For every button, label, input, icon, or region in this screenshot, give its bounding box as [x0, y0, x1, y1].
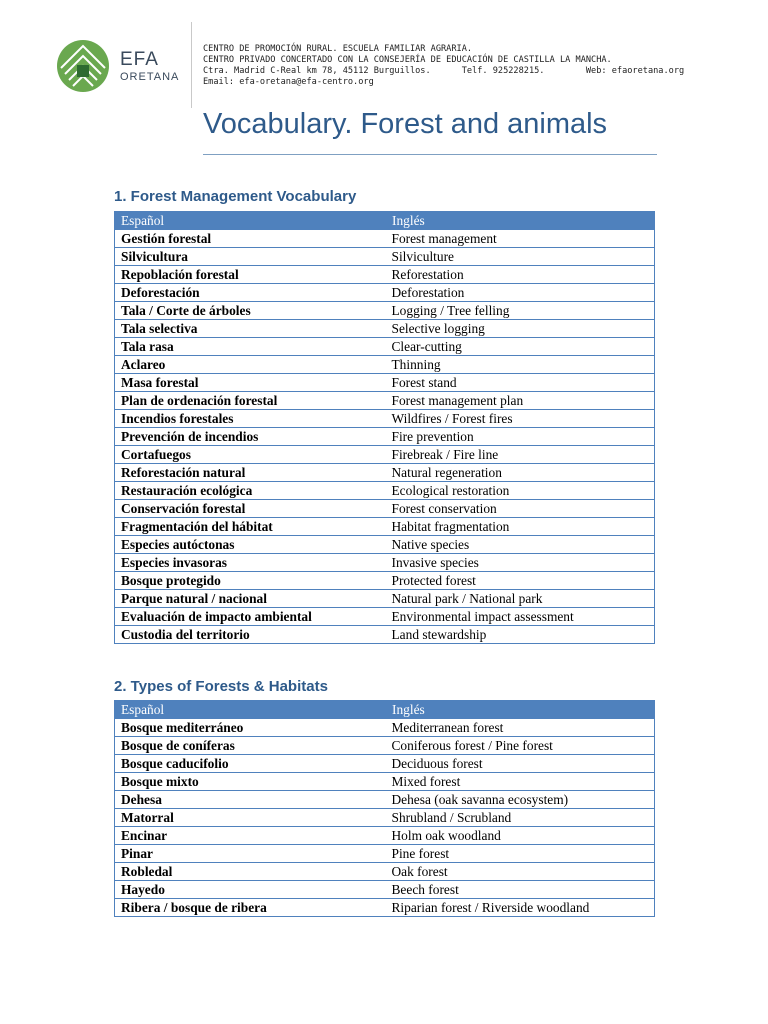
term-ingles: Environmental impact assessment — [386, 608, 655, 626]
section-1-heading: 1. Forest Management Vocabulary — [114, 188, 357, 205]
header-divider — [191, 22, 192, 108]
term-espanol: Reforestación natural — [115, 464, 386, 482]
table-row — [115, 626, 655, 644]
table-row — [115, 446, 655, 464]
logo-text — [120, 50, 179, 84]
page-title: Vocabulary. Forest and animals — [203, 108, 608, 140]
term-ingles: Pine forest — [386, 845, 655, 863]
term-ingles: Dehesa (oak savanna ecosystem) — [386, 791, 655, 809]
term-ingles: Shrubland / Scrubland — [386, 809, 655, 827]
term-ingles: Forest management plan — [386, 392, 655, 410]
term-espanol: Incendios forestales — [115, 410, 386, 428]
table-row — [115, 500, 655, 518]
term-ingles: Holm oak woodland — [386, 827, 655, 845]
table-row — [115, 590, 655, 608]
table-row — [115, 881, 655, 899]
info-line-4: Email: efa-oretana@efa-centro.org — [203, 77, 374, 87]
vocab-table-forest-management — [114, 211, 655, 644]
term-espanol: Deforestación — [115, 284, 386, 302]
term-ingles: Forest conservation — [386, 500, 655, 518]
table-row — [115, 338, 655, 356]
table-row — [115, 302, 655, 320]
table-row — [115, 320, 655, 338]
term-ingles: Habitat fragmentation — [386, 518, 655, 536]
term-ingles: Silviculture — [386, 248, 655, 266]
term-espanol: Bosque protegido — [115, 572, 386, 590]
term-espanol: Matorral — [115, 809, 386, 827]
term-ingles: Invasive species — [386, 554, 655, 572]
table-row — [115, 284, 655, 302]
term-espanol: Plan de ordenación forestal — [115, 392, 386, 410]
term-espanol: Especies invasoras — [115, 554, 386, 572]
term-ingles: Wildfires / Forest fires — [386, 410, 655, 428]
term-espanol: Repoblación forestal — [115, 266, 386, 284]
term-espanol: Silvicultura — [115, 248, 386, 266]
column-header-ingles: Inglés — [386, 212, 655, 230]
table-row — [115, 755, 655, 773]
term-espanol: Cortafuegos — [115, 446, 386, 464]
table-row — [115, 572, 655, 590]
table-row — [115, 410, 655, 428]
term-espanol: Prevención de incendios — [115, 428, 386, 446]
term-ingles: Thinning — [386, 356, 655, 374]
term-ingles: Mixed forest — [386, 773, 655, 791]
term-espanol: Bosque mediterráneo — [115, 719, 386, 737]
table-row — [115, 518, 655, 536]
term-espanol: Custodia del territorio — [115, 626, 386, 644]
term-ingles: Coniferous forest / Pine forest — [386, 737, 655, 755]
info-line-3: Ctra. Madrid C-Real km 78, 45112 Burguillos. Telf. 925228215. Web: efaoretana.org — [203, 66, 685, 76]
term-ingles: Beech forest — [386, 881, 655, 899]
term-espanol: Fragmentación del hábitat — [115, 518, 386, 536]
table-row — [115, 809, 655, 827]
term-ingles: Selective logging — [386, 320, 655, 338]
term-espanol: Gestión forestal — [115, 230, 386, 248]
table-row — [115, 773, 655, 791]
table-row — [115, 248, 655, 266]
term-espanol: Masa forestal — [115, 374, 386, 392]
table-row — [115, 536, 655, 554]
term-espanol: Dehesa — [115, 791, 386, 809]
table-row — [115, 464, 655, 482]
term-espanol: Robledal — [115, 863, 386, 881]
table-row — [115, 737, 655, 755]
table-row — [115, 374, 655, 392]
term-ingles: Riparian forest / Riverside woodland — [386, 899, 655, 917]
term-espanol: Tala selectiva — [115, 320, 386, 338]
term-ingles: Reforestation — [386, 266, 655, 284]
table-row — [115, 482, 655, 500]
table-row — [115, 863, 655, 881]
info-line-1: CENTRO DE PROMOCIÓN RURAL. ESCUELA FAMILIAR AGRARIA. — [203, 44, 473, 54]
term-ingles: Natural park / National park — [386, 590, 655, 608]
term-espanol: Pinar — [115, 845, 386, 863]
term-ingles: Ecological restoration — [386, 482, 655, 500]
vocab-table-forest-types — [114, 700, 655, 917]
term-espanol: Evaluación de impacto ambiental — [115, 608, 386, 626]
page-header — [0, 0, 768, 110]
term-espanol: Conservación forestal — [115, 500, 386, 518]
term-espanol: Hayedo — [115, 881, 386, 899]
term-ingles: Oak forest — [386, 863, 655, 881]
term-espanol: Ribera / bosque de ribera — [115, 899, 386, 917]
table-row — [115, 392, 655, 410]
term-ingles: Firebreak / Fire line — [386, 446, 655, 464]
term-espanol: Restauración ecológica — [115, 482, 386, 500]
table-row — [115, 428, 655, 446]
term-ingles: Land stewardship — [386, 626, 655, 644]
term-espanol: Encinar — [115, 827, 386, 845]
column-header-ingles: Inglés — [386, 701, 655, 719]
term-ingles: Forest management — [386, 230, 655, 248]
term-espanol: Tala rasa — [115, 338, 386, 356]
table-row — [115, 791, 655, 809]
center-info — [203, 44, 684, 88]
table-header-row — [115, 701, 655, 719]
term-espanol: Aclareo — [115, 356, 386, 374]
table-row — [115, 827, 655, 845]
table-row — [115, 608, 655, 626]
term-espanol: Bosque de coníferas — [115, 737, 386, 755]
table-row — [115, 845, 655, 863]
term-ingles: Clear-cutting — [386, 338, 655, 356]
table-row — [115, 719, 655, 737]
term-ingles: Logging / Tree felling — [386, 302, 655, 320]
table-header-row — [115, 212, 655, 230]
table-row — [115, 899, 655, 917]
term-espanol: Bosque caducifolio — [115, 755, 386, 773]
title-rule — [203, 154, 657, 155]
term-espanol: Especies autóctonas — [115, 536, 386, 554]
logo-line-2: ORETANA — [120, 71, 180, 83]
table-row — [115, 554, 655, 572]
term-ingles: Natural regeneration — [386, 464, 655, 482]
section-2-heading: 2. Types of Forests & Habitats — [114, 678, 328, 695]
term-ingles: Fire prevention — [386, 428, 655, 446]
table-row — [115, 230, 655, 248]
term-ingles: Protected forest — [386, 572, 655, 590]
info-line-2: CENTRO PRIVADO CONCERTADO CON LA CONSEJERÍA DE EDUCACIÓN DE CASTILLA LA MANCHA. — [203, 55, 612, 65]
term-ingles: Mediterranean forest — [386, 719, 655, 737]
table-row — [115, 266, 655, 284]
term-ingles: Deforestation — [386, 284, 655, 302]
term-ingles: Native species — [386, 536, 655, 554]
table-row — [115, 356, 655, 374]
term-espanol: Tala / Corte de árboles — [115, 302, 386, 320]
term-espanol: Parque natural / nacional — [115, 590, 386, 608]
term-ingles: Deciduous forest — [386, 755, 655, 773]
column-header-espanol: Español — [115, 212, 386, 230]
logo-line-1: EFA — [120, 49, 159, 70]
efa-logo-icon — [55, 38, 111, 94]
term-ingles: Forest stand — [386, 374, 655, 392]
term-espanol: Bosque mixto — [115, 773, 386, 791]
column-header-espanol: Español — [115, 701, 386, 719]
